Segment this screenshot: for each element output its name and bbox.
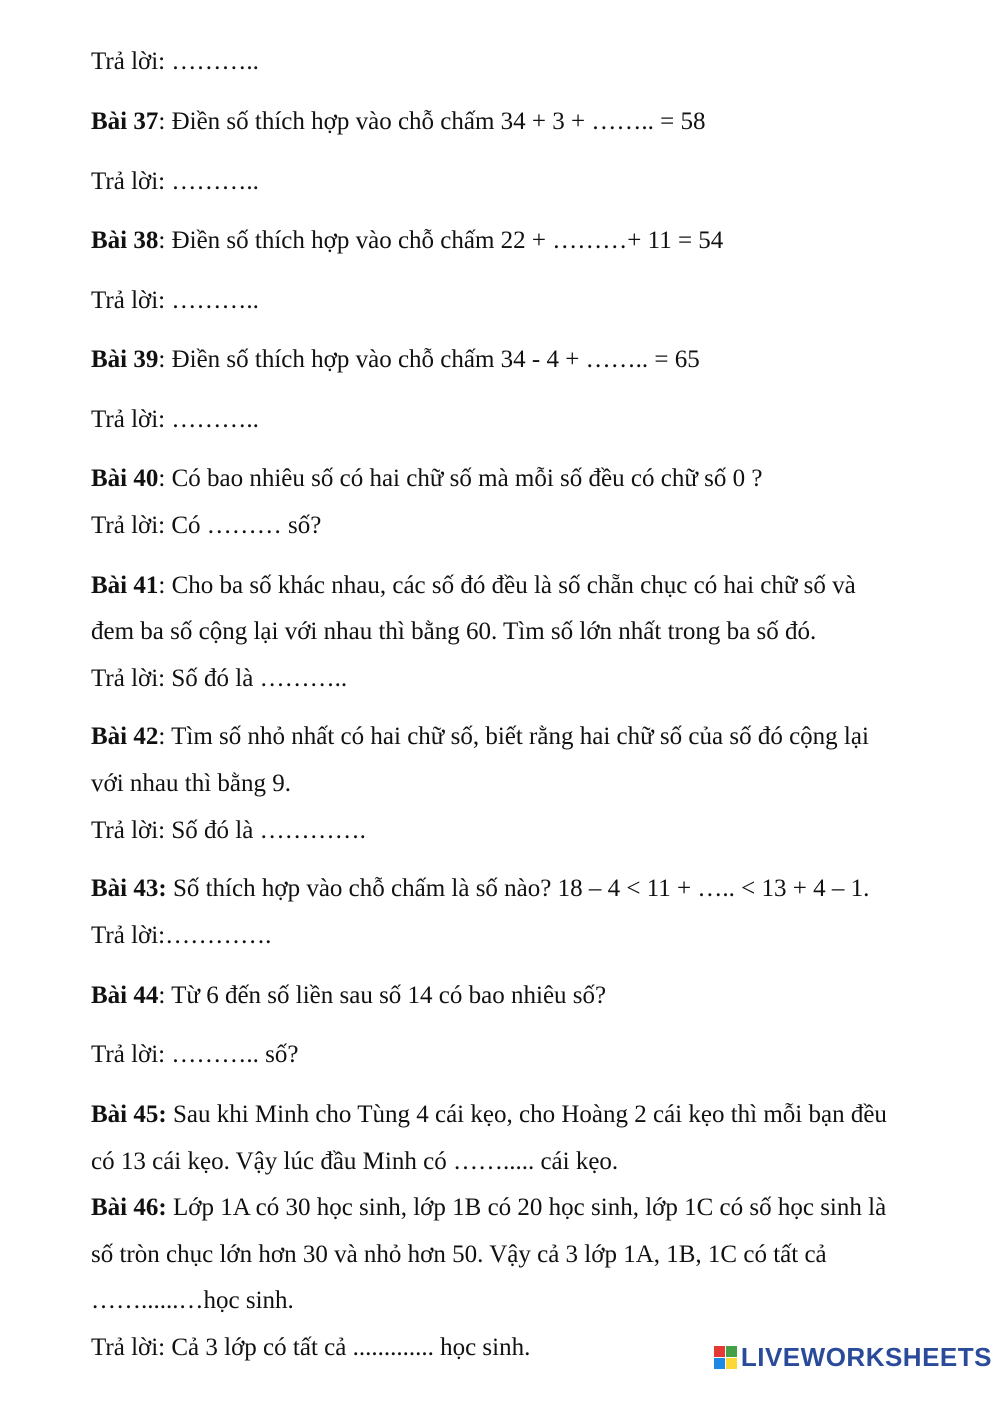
line-13 — [91, 769, 291, 799]
line-text: Trả lời:…………. — [91, 922, 272, 949]
exercise-label: Bài 44 — [91, 982, 159, 1009]
line-text: Số thích hợp vào chỗ chấm là số nào? 18 – 4 < 11 + ….. < 13 + 4 – 1. — [166, 875, 870, 902]
line-19 — [91, 1100, 887, 1130]
line-15 — [91, 874, 869, 904]
line-8 — [91, 511, 321, 541]
logo-blocks-icon — [714, 1346, 737, 1369]
line-17 — [91, 981, 606, 1011]
line-21 — [91, 1193, 886, 1223]
line-text: : Điền số thích hợp vào chỗ chấm 34 - 4 + …….. = 65 — [158, 346, 700, 373]
exercise-label: Bài 43: — [91, 875, 167, 902]
line-text: : Điền số thích hợp vào chỗ chấm 22 + ………+ 11 = 54 — [158, 227, 724, 254]
exercise-label: Bài 38 — [91, 227, 159, 254]
line-text: Trả lời: Số đó là ……….. — [91, 665, 348, 692]
line-6 — [91, 405, 259, 435]
line-text: số tròn chục lớn hơn 30 và nhỏ hơn 50. Vậy cả 3 lớp 1A, 1B, 1C có tất cả — [91, 1241, 827, 1268]
line-12 — [91, 722, 869, 752]
line-text: với nhau thì bằng 9. — [91, 770, 291, 797]
exercise-label: Bài 41 — [91, 572, 159, 599]
line-text: Trả lời: ……….. — [91, 48, 259, 75]
exercise-label: Bài 45: — [91, 1101, 167, 1128]
line-text: : Điền số thích hợp vào chỗ chấm 34 + 3 + …….. = 58 — [158, 108, 706, 135]
logo-text: LIVEWORKSHEETS — [740, 1342, 992, 1372]
line-text: Trả lời: ……….. số? — [91, 1041, 299, 1068]
line-text: Trả lời: ……….. — [91, 406, 259, 433]
exercise-label: Bài 42 — [91, 723, 159, 750]
line-text: Lớp 1A có 30 học sinh, lớp 1B có 20 học sinh, lớp 1C có số học sinh là — [166, 1194, 887, 1221]
line-text: Trả lời: ……….. — [91, 168, 259, 195]
line-text: Trả lời: Cả 3 lớp có tất cả ............. học sinh. — [91, 1334, 531, 1361]
line-7 — [91, 464, 762, 494]
liveworksheets-logo[interactable] — [714, 1342, 992, 1373]
line-24 — [91, 1333, 530, 1363]
line-10 — [91, 617, 816, 647]
line-16 — [91, 921, 271, 951]
line-text: : Tìm số nhỏ nhất có hai chữ số, biết rằng hai chữ số của số đó cộng lại — [158, 723, 869, 750]
line-14 — [91, 816, 366, 846]
line-9 — [91, 571, 856, 601]
line-text: Trả lời: Có ……… số? — [91, 512, 322, 539]
line-text: : Từ 6 đến số liền sau số 14 có bao nhiêu số? — [158, 982, 607, 1009]
line-0 — [91, 47, 259, 77]
line-3 — [91, 226, 723, 256]
line-20 — [91, 1147, 618, 1177]
line-1 — [91, 107, 705, 137]
line-text: Trả lời: Số đó là …………. — [91, 817, 366, 844]
line-text: Sau khi Minh cho Tùng 4 cái kẹo, cho Hoàng 2 cái kẹo thì mỗi bạn đều — [166, 1101, 887, 1128]
line-text: Trả lời: ……….. — [91, 287, 259, 314]
exercise-label: Bài 40 — [91, 465, 159, 492]
line-22 — [91, 1240, 827, 1270]
line-text: đem ba số cộng lại với nhau thì bằng 60. Tìm số lớn nhất trong ba số đó. — [91, 618, 817, 645]
line-11 — [91, 664, 347, 694]
line-4 — [91, 286, 259, 316]
exercise-label: Bài 46: — [91, 1194, 167, 1221]
line-5 — [91, 345, 700, 375]
line-text: ……......…học sinh. — [91, 1287, 294, 1314]
line-text: : Có bao nhiêu số có hai chữ số mà mỗi số đều có chữ số 0 ? — [158, 465, 763, 492]
line-2 — [91, 167, 259, 197]
line-23 — [91, 1286, 294, 1316]
exercise-label: Bài 37 — [91, 108, 159, 135]
line-18 — [91, 1040, 298, 1070]
line-text: có 13 cái kẹo. Vậy lúc đầu Minh có ……..... cái kẹo. — [91, 1148, 619, 1175]
exercise-label: Bài 39 — [91, 346, 159, 373]
line-text: : Cho ba số khác nhau, các số đó đều là số chẵn chục có hai chữ số và — [158, 572, 856, 599]
